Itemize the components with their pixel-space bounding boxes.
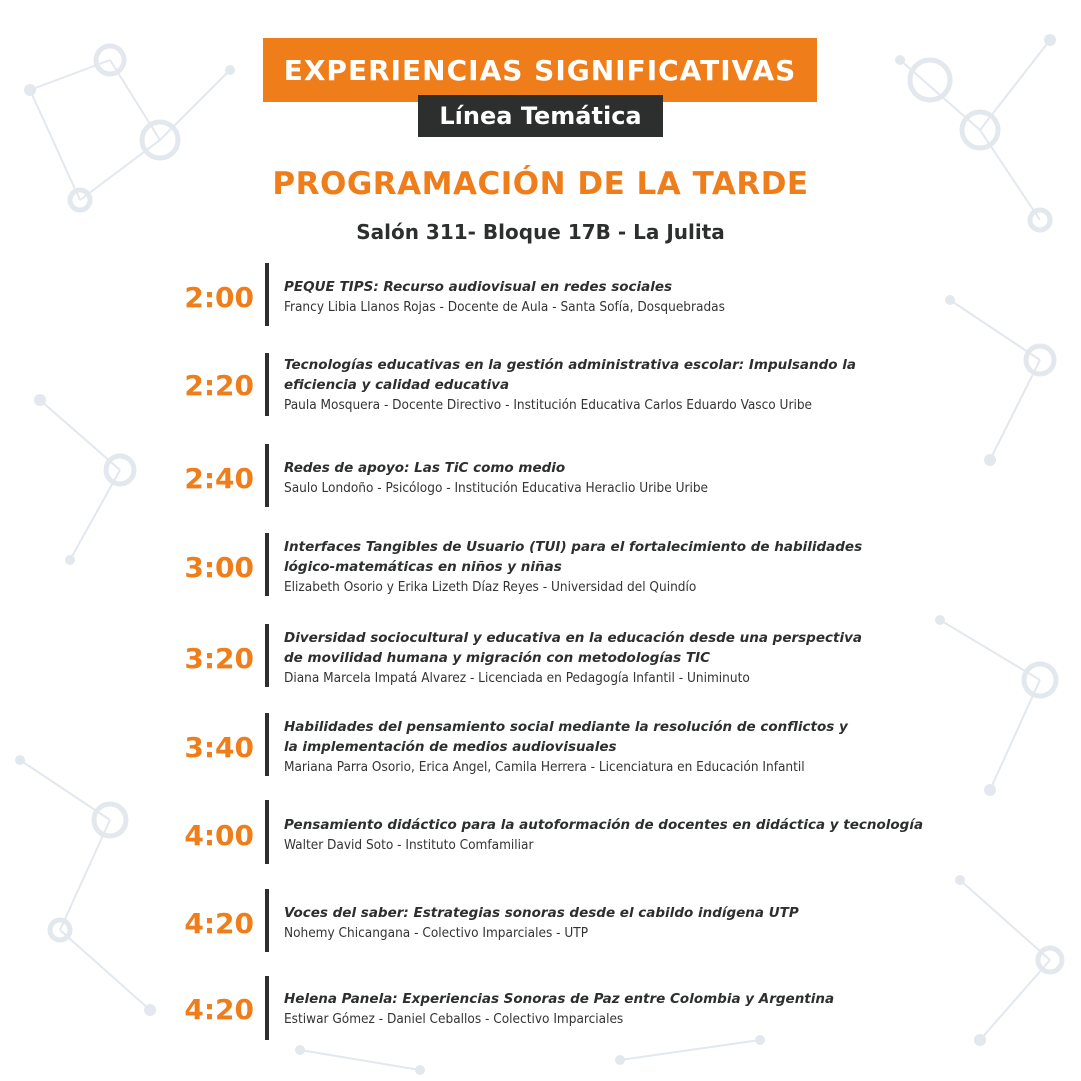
schedule-item (0, 257, 1081, 337)
schedule-content (284, 707, 931, 787)
theme-line-label (418, 95, 663, 137)
session-presenters: Diana Marcela Impatá Alvarez - Licenciada en Pedagogía Infantil - Uniminuto (284, 670, 750, 686)
session-title: Redes de apoyo: Las TiC como medio (284, 460, 566, 476)
schedule-content (284, 438, 931, 518)
session-title: Voces del saber: Estrategias sonoras desde el cabildo indígena UTP (284, 905, 799, 921)
schedule-content (284, 795, 931, 875)
session-title: Interfaces Tangibles de Usuario (TUI) para el fortalecimiento de habilidades lógico-matemáticas en niños y niñas (284, 539, 863, 575)
session-title: Tecnologías educativas en la gestión administrativa escolar: Impulsando la eficiencia y calidad educativa (284, 357, 856, 393)
schedule-item (0, 438, 1081, 518)
separator-bar (265, 624, 269, 687)
schedule-time: 4:20 (184, 906, 254, 940)
schedule-content (284, 345, 931, 425)
schedule-item (0, 795, 1081, 875)
event-banner (263, 38, 817, 102)
session-presenters: Francy Libia Llanos Rojas - Docente de Aula - Santa Sofía, Dosquebradas (284, 299, 725, 315)
session-title: PEQUE TIPS: Recurso audiovisual en redes sociales (284, 279, 673, 295)
session-presenters: Elizabeth Osorio y Erika Lizeth Díaz Reyes - Universidad del Quindío (284, 579, 697, 595)
schedule-item (0, 345, 1081, 425)
schedule-time: 2:00 (184, 280, 254, 314)
session-presenters: Mariana Parra Osorio, Erica Angel, Camila Herrera - Licenciatura en Educación Infantil (284, 759, 805, 775)
separator-bar (265, 263, 269, 326)
schedule-time: 4:20 (184, 992, 254, 1026)
separator-bar (265, 444, 269, 507)
session-presenters: Paula Mosquera - Docente Directivo - Institución Educativa Carlos Eduardo Vasco Uribe (284, 397, 813, 413)
schedule-item (0, 969, 1081, 1049)
session-title: Habilidades del pensamiento social mediante la resolución de conflictos y la implementación de medios audiovisuales (284, 719, 848, 755)
session-title: Diversidad sociocultural y educativa en la educación desde una perspectiva de movilidad humana y migración con metodologías TIC (284, 630, 862, 666)
session-presenters: Estiwar Gómez - Daniel Ceballos - Colectivo Imparciales (284, 1011, 624, 1027)
schedule-time: 2:40 (184, 461, 254, 495)
schedule-content (284, 527, 931, 607)
separator-bar (265, 889, 269, 952)
schedule-item (0, 883, 1081, 963)
session-presenters: Saulo Londoño - Psicólogo - Institución Educativa Heraclio Uribe Uribe (284, 480, 709, 496)
schedule-content (284, 883, 931, 963)
event-banner-text: EXPERIENCIAS SIGNIFICATIVAS (283, 53, 797, 87)
separator-bar (265, 800, 269, 864)
separator-bar (265, 533, 269, 596)
session-presenters: Nohemy Chicangana - Colectivo Imparciales - UTP (284, 925, 589, 941)
session-presenters: Walter David Soto - Instituto Comfamiliar (284, 837, 534, 853)
schedule-content (284, 257, 931, 337)
schedule-item (0, 527, 1081, 607)
schedule-time: 3:40 (184, 730, 254, 764)
schedule-time: 2:20 (184, 368, 254, 402)
page-title: PROGRAMACIÓN DE LA TARDE (272, 166, 809, 202)
session-title: Helena Panela: Experiencias Sonoras de Paz entre Colombia y Argentina (284, 991, 835, 1007)
schedule-item (0, 618, 1081, 698)
schedule-content (284, 618, 931, 698)
schedule-item (0, 707, 1081, 787)
session-title: Pensamiento didáctico para la autoformación de docentes en didáctica y tecnología (284, 817, 924, 833)
schedule-time: 3:20 (184, 641, 254, 675)
schedule-time: 4:00 (184, 818, 254, 852)
location-subtitle: Salón 311- Bloque 17B - La Julita (356, 220, 725, 244)
separator-bar (265, 353, 269, 416)
schedule-content (284, 969, 931, 1049)
separator-bar (265, 976, 269, 1040)
theme-line-text: Línea Temática (439, 102, 642, 130)
schedule-time: 3:00 (184, 550, 254, 584)
separator-bar (265, 713, 269, 776)
